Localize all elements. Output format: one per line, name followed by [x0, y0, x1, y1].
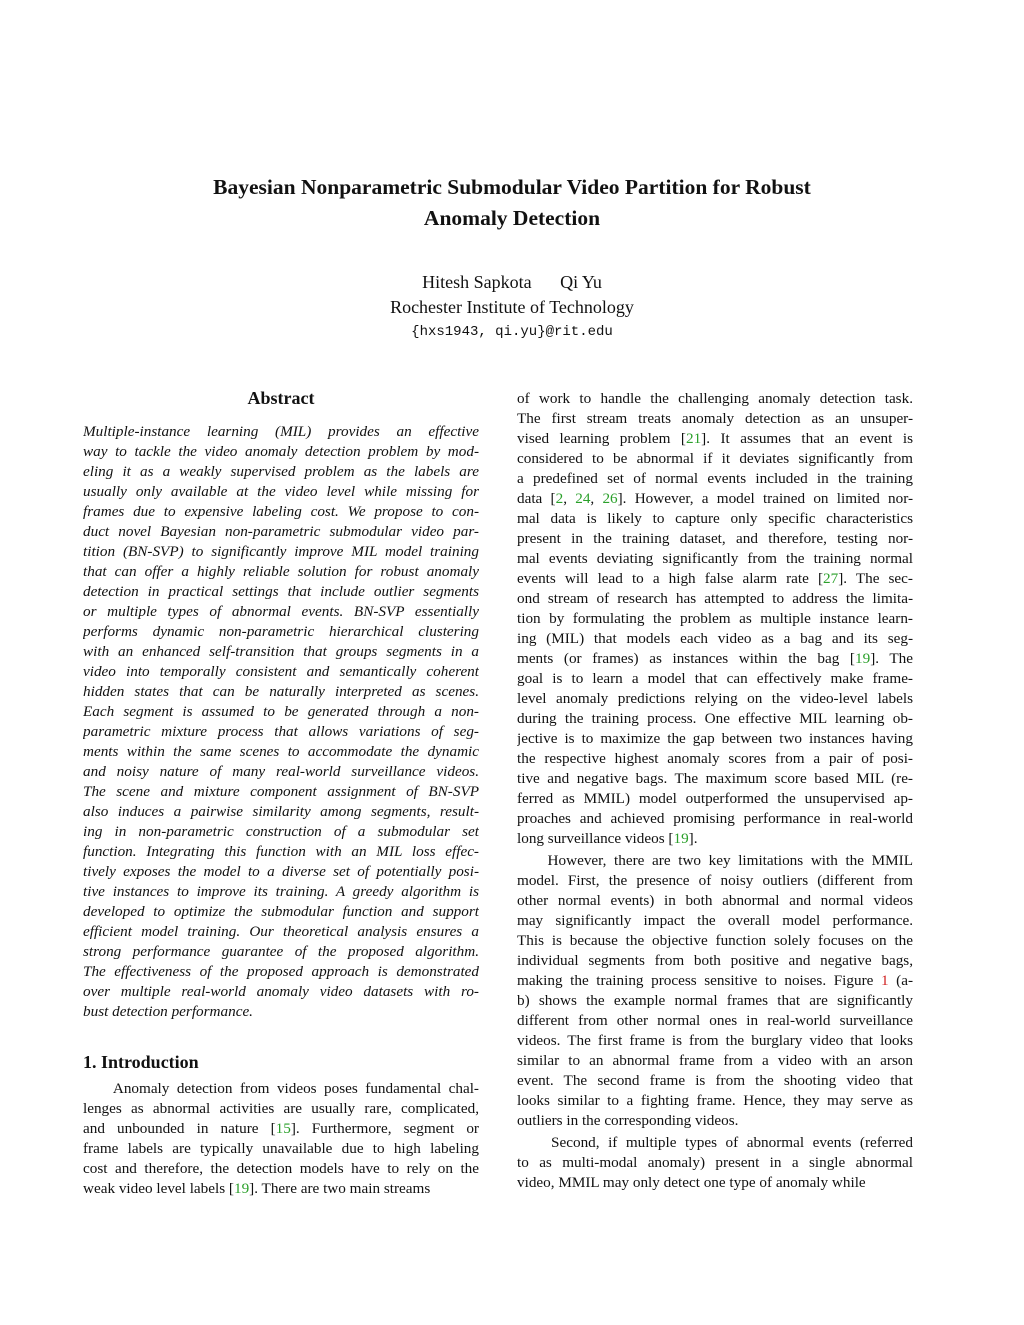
text-span: Anomaly detection from videos poses fundamental chal- [83, 1080, 479, 1097]
text-span: weak video level labels [ [83, 1180, 234, 1197]
text-line [517, 1111, 913, 1131]
text-line [517, 991, 913, 1011]
text-line [517, 951, 913, 971]
text-span: frame labels are typically unavailable due to high labeling [83, 1140, 479, 1157]
text-line: strong performance guarantee of the proposed algorithm. [83, 943, 479, 960]
text-line: ing in non-parametric construction of a submodular set [83, 823, 479, 840]
text-line [83, 1119, 479, 1139]
text-span: may significantly impact the overall model performance. [517, 912, 913, 929]
text-line: tive instances to improve its training. A greedy algorithm is [83, 883, 479, 900]
text-line [517, 609, 913, 629]
text-span: ing (MIL) that models each video as a bag and its seg- [517, 630, 913, 647]
text-line: or multiple types of abnormal events. BN-SVP essentially [83, 603, 479, 620]
citation-link[interactable]: 21 [685, 430, 702, 447]
text-span: ]. [688, 830, 698, 847]
text-line [517, 851, 913, 871]
text-line [83, 1179, 479, 1199]
text-line [517, 769, 913, 789]
text-line: hidden states that can be naturally interpreted as scenes. [83, 683, 479, 700]
text-line [517, 1011, 913, 1031]
text-line [517, 389, 913, 409]
text-span: lenges as abnormal activities are usually rare, complicated, [83, 1100, 479, 1117]
text-span: looks similar to a fighting frame. Hence, they may serve as [517, 1092, 913, 1109]
text-span: , [590, 490, 603, 507]
text-span: ]. However, a model trained on limited nor- [617, 490, 913, 507]
text-span: ]. It assumes that an event is [701, 430, 913, 447]
citation-link[interactable]: 24 [575, 490, 591, 507]
text-span: This is because the objective function solely focuses on the [517, 932, 913, 949]
text-line [517, 809, 913, 829]
text-line [517, 871, 913, 891]
text-line: developed to optimize the submodular function and support [83, 903, 479, 920]
text-line: efficient model training. Our theoretical analysis ensures a [83, 923, 479, 940]
text-line [83, 1099, 479, 1119]
text-line: over multiple real-world anomaly video datasets with ro- [83, 983, 479, 1000]
text-line [517, 931, 913, 951]
text-span: ]. There are two main streams [249, 1180, 431, 1197]
text-line [517, 489, 913, 509]
text-line: with an enhanced self-transition that groups segments in a [83, 643, 479, 660]
text-line [517, 529, 913, 549]
text-line [83, 1159, 479, 1179]
title-line: Anomaly Detection [423, 206, 601, 230]
text-span: ]. Furthermore, segment or [290, 1120, 479, 1137]
text-line [517, 1133, 913, 1153]
text-span: other normal events) in both abnormal and normal videos [517, 892, 913, 909]
text-line: eling it as a weakly supervised problem as the labels are [83, 463, 479, 480]
left-column [83, 386, 479, 1199]
text-line: parametric mixture process that allows variations of seg- [83, 723, 479, 740]
text-line: The scene and mixture component assignment of BN-SVP [83, 783, 479, 800]
abstract-body [83, 422, 479, 1022]
text-span: The first stream treats anomaly detection as an unsuper- [517, 410, 913, 427]
text-span: and unbounded in nature [ [83, 1120, 276, 1137]
text-line [83, 1079, 479, 1099]
text-line [517, 669, 913, 689]
text-line: also induces a pairwise similarity among segments, result- [83, 803, 479, 820]
text-line [517, 429, 913, 449]
text-line [517, 549, 913, 569]
text-span: mal data is likely to capture only specific characteristics [517, 510, 913, 527]
text-span: cost and therefore, the detection models have to rely on the [83, 1160, 479, 1177]
text-line: Multiple-instance learning (MIL) provides an effective [83, 423, 479, 440]
paper-title [0, 172, 1024, 234]
citation-link[interactable]: 1 [880, 972, 889, 989]
affiliation: Rochester Institute of Technology [390, 297, 634, 317]
text-span: outliers in the corresponding videos. [517, 1112, 739, 1129]
text-line: video into temporally consistent and semantically coherent [83, 663, 479, 680]
text-line: bust detection performance. [83, 1003, 253, 1020]
text-line [517, 709, 913, 729]
text-line [517, 689, 913, 709]
citation-link[interactable]: 26 [602, 490, 618, 507]
text-span: level anomaly predictions relying on the video-level labels [517, 690, 913, 707]
text-span: (a- [888, 972, 913, 989]
text-line [83, 1139, 479, 1159]
citation-link[interactable]: 19 [233, 1180, 250, 1197]
text-line [517, 1051, 913, 1071]
title-line: Bayesian Nonparametric Submodular Video Partition for Robust [213, 175, 811, 199]
text-line: function. Integrating this function with an MIL loss effec- [83, 843, 479, 860]
text-line: tively exposes the model to a diverse set of potentially posi- [83, 863, 479, 880]
text-line: and noisy nature of many real-world surveillance videos. [83, 763, 479, 780]
text-span: Second, if multiple types of abnormal events (referred [517, 1134, 913, 1151]
text-span: tive and negative bags. The maximum score based MIL (re- [517, 770, 913, 787]
author-names [0, 270, 1024, 295]
text-line [517, 789, 913, 809]
citation-link[interactable]: 2 [555, 490, 564, 507]
text-span: data [ [517, 490, 556, 507]
right-column [517, 389, 913, 1193]
text-span: to as multi-modal anomaly) present in a single abnormal [517, 1154, 913, 1171]
author-block [0, 270, 1024, 344]
text-line [517, 911, 913, 931]
text-line: duct novel Bayesian non-parametric submodular video par- [83, 523, 479, 540]
text-span: long surveillance videos [ [517, 830, 674, 847]
text-span: different from other normal ones in real-world surveillance [517, 1012, 913, 1029]
text-line [517, 971, 913, 991]
text-span: considered to be abnormal if it deviates significantly from [517, 450, 913, 467]
text-span: ]. The [870, 650, 913, 667]
citation-link[interactable]: 19 [855, 650, 871, 667]
text-span: mal events deviating significantly from the training normal [517, 550, 913, 567]
text-line [517, 729, 913, 749]
text-span: individual segments from both positive and negative bags, [517, 952, 913, 969]
text-line [517, 629, 913, 649]
text-line: The effectiveness of the proposed approach is demonstrated [83, 963, 479, 980]
citation-link[interactable]: 27 [823, 570, 839, 587]
introduction-paragraph [83, 1079, 479, 1199]
text-line: frames due to expensive labeling cost. We propose to con- [83, 503, 479, 520]
text-line: detection in practical settings that include outlier segments [83, 583, 479, 600]
introduction-paragraph [517, 851, 913, 1131]
text-span: tion by formulating the problem as multiple instance learn- [517, 610, 913, 627]
introduction-paragraph [517, 1133, 913, 1193]
text-span: a predefined set of normal events included in the training [517, 470, 913, 487]
author-name: Hitesh Sapkota [422, 272, 532, 292]
text-span: videos. The first frame is from the burglary video that looks [517, 1032, 913, 1049]
text-span: during the training process. One effective MIL learning ob- [517, 710, 913, 727]
text-line: performs dynamic non-parametric hierarchical clustering [83, 623, 479, 640]
text-line [517, 449, 913, 469]
text-line [517, 589, 913, 609]
text-span: ond stream of research has attempted to address the limita- [517, 590, 913, 607]
text-line [517, 409, 913, 429]
text-line [517, 891, 913, 911]
citation-link[interactable]: 19 [673, 830, 689, 847]
text-line: usually only available at the video level while missing for [83, 483, 479, 500]
abstract-heading: Abstract [247, 388, 315, 408]
introduction-paragraph [517, 389, 913, 849]
text-span: However, there are two key limitations with the MMIL [517, 852, 913, 869]
author-email: {hxs1943, qi.yu}@rit.edu [411, 324, 613, 340]
citation-link[interactable]: 15 [275, 1120, 291, 1137]
text-span: b) shows the example normal frames that are significantly [517, 992, 913, 1009]
text-span: ]. The sec- [838, 570, 913, 587]
text-span: model. First, the presence of noisy outliers (different from [517, 872, 913, 889]
text-line [517, 1153, 913, 1173]
section-heading-introduction: 1. Introduction [83, 1052, 199, 1072]
text-span: present in the training dataset, and therefore, testing nor- [517, 530, 913, 547]
text-line [517, 749, 913, 769]
text-span: events will lead to a high false alarm rate [ [517, 570, 823, 587]
text-span: proaches and achieved promising performance in real-world [517, 810, 913, 827]
text-line [517, 469, 913, 489]
text-span: , [563, 490, 576, 507]
text-line: tition (BN-SVP) to significantly improve MIL model training [83, 543, 479, 560]
text-line [517, 829, 913, 849]
text-span: the respective highest anomaly scores from a pair of posi- [517, 750, 913, 767]
text-line [517, 1173, 913, 1193]
text-span: of work to handle the challenging anomaly detection task. [517, 390, 913, 407]
text-line: Each segment is assumed to be generated through a non- [83, 703, 479, 720]
text-line [517, 1071, 913, 1091]
text-line: that can offer a highly reliable solution for robust anomaly [83, 563, 479, 580]
text-span: jective is to maximize the gap between two instances having [517, 730, 913, 747]
text-line: way to tackle the video anomaly detection problem by mod- [83, 443, 479, 460]
text-line [517, 509, 913, 529]
text-span: making the training process sensitive to noises. Figure [517, 972, 881, 989]
text-span: ferred as MMIL) model outperformed the unsupervised ap- [517, 790, 913, 807]
text-span: ments (or frames) as instances within the bag [ [517, 650, 855, 667]
text-span: similar to an abnormal frame from a video with an arson [517, 1052, 913, 1069]
text-span: goal is to learn a model that can effectively make frame- [517, 670, 913, 687]
text-span: vised learning problem [ [517, 430, 686, 447]
text-span: event. The second frame is from the shooting video that [517, 1072, 913, 1089]
text-line: ments within the same scenes to accommodate the dynamic [83, 743, 479, 760]
text-line [517, 569, 913, 589]
author-name: Qi Yu [560, 272, 602, 292]
text-line [517, 1091, 913, 1111]
text-line [517, 1031, 913, 1051]
text-line [517, 649, 913, 669]
text-span: video, MMIL may only detect one type of anomaly while [517, 1174, 866, 1191]
